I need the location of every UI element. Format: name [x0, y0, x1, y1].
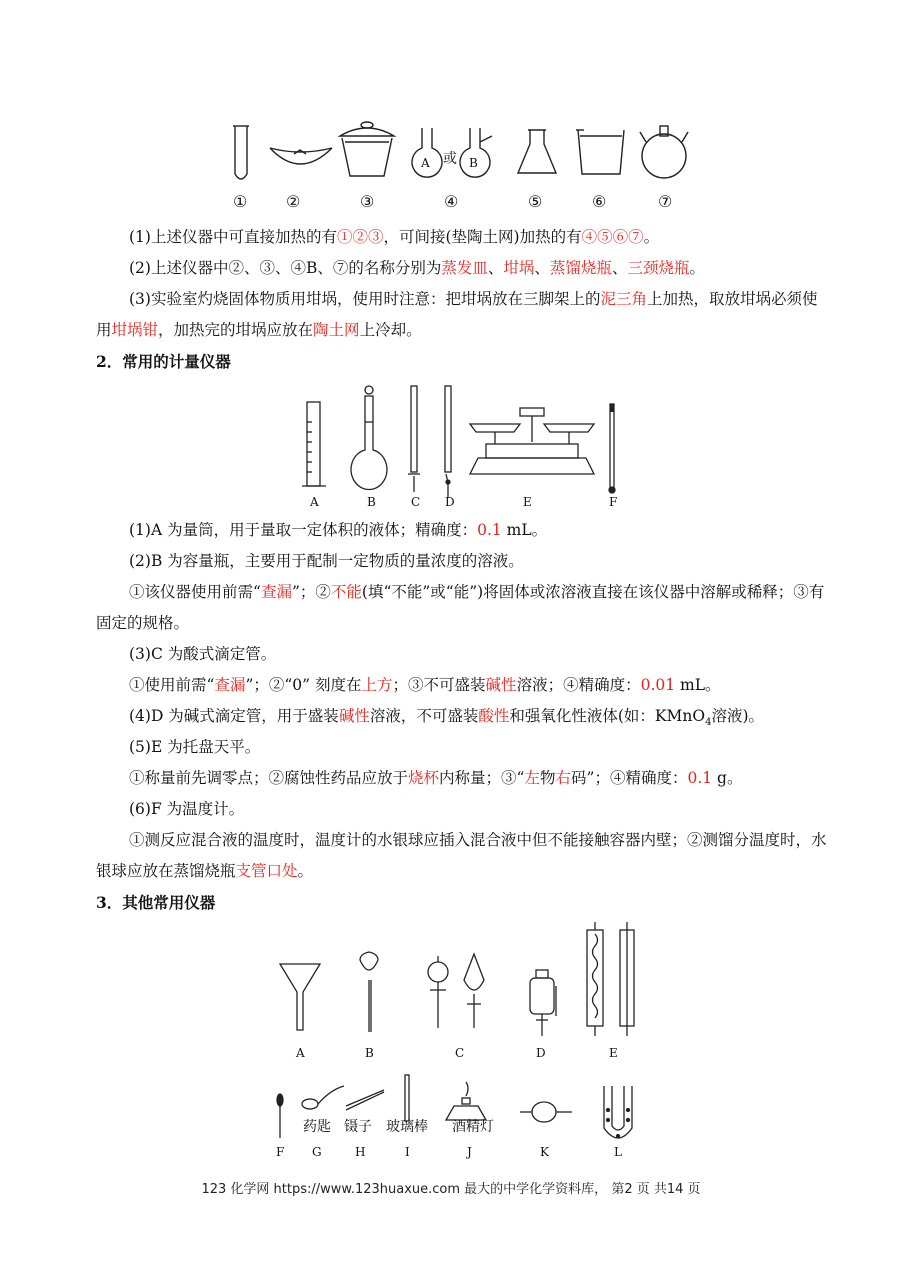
figure3-label: H [355, 1145, 366, 1159]
paragraph: (4)D 为碱式滴定管，用于盛装碱性溶液，不可盛装酸性和强氧化性液体(如：KMnO$_4$溶液)。 [129, 707, 764, 729]
paragraph: (5)E 为托盘天平。 [129, 738, 261, 756]
paragraph: (1)A 为量筒，用于量取一定体积的液体；精确度：0.1 mL。 [129, 521, 548, 539]
glass-rod-icon [405, 1075, 409, 1121]
volumetric-flask-icon [351, 386, 387, 489]
paragraph: ①该仪器使用前需“查漏”；②不能(填“不能”或“能”)将固体或浓溶液直接在该仪器中溶解或稀释；③有固定的规格。 [96, 583, 825, 632]
answer: 碱性 [338, 707, 370, 725]
figure2-label: F [609, 495, 618, 509]
figure3-label: I [405, 1145, 410, 1159]
figure3-name: 酒精灯 [452, 1119, 494, 1135]
figure-other-apparatus [0, 920, 902, 1170]
figure3-label: L [614, 1145, 622, 1159]
three-neck-flask-icon [640, 126, 688, 178]
evaporating-dish-icon [270, 148, 332, 164]
answer: ①②③ [336, 228, 384, 246]
answer: 查漏 [260, 583, 292, 601]
answer: 0.01 [640, 676, 676, 694]
paragraph: (6)F 为温度计。 [129, 800, 245, 818]
answer: 烧杯 [408, 769, 440, 787]
figure2-label: D [445, 495, 455, 509]
figure3-label: J [467, 1145, 472, 1159]
platform-balance-icon [470, 408, 594, 474]
graduated-cylinder-icon [302, 402, 326, 486]
funnel-icon [280, 964, 320, 1030]
answer: 酸性 [478, 707, 510, 725]
figure1-label: ④ [444, 192, 459, 211]
answer: 陶土网 [313, 321, 360, 339]
figure3-label: B [365, 1046, 374, 1060]
paragraph: (2)B 为容量瓶，主要用于配制一定物质的量浓度的溶液。 [129, 552, 524, 570]
test-tube-icon [233, 126, 249, 179]
answer: 坩埚 [503, 259, 535, 277]
answer: 不能 [330, 583, 362, 601]
figure3-label: A [296, 1046, 305, 1060]
thermometer-icon [609, 404, 615, 493]
paragraph: ①称量前先调零点；②腐蚀性药品应放于烧杯内称量；③“左物右码”；④精确度：0.1 g。 [129, 769, 743, 787]
figure2-label: C [411, 495, 421, 509]
or-label: 或 [443, 151, 457, 167]
medicine-spoon-icon [302, 1086, 344, 1109]
u-tube-icon [604, 1086, 632, 1138]
flask-b-label: B [469, 156, 478, 170]
answer: 0.1 [477, 521, 502, 539]
figure2-label: E [523, 495, 532, 509]
section-heading: 2．常用的计量仪器 [96, 352, 231, 371]
paragraph: (1)上述仪器中可直接加热的有①②③，可间接(垫陶土网)加热的有④⑤⑥⑦。 [129, 228, 660, 246]
answer: 右 [555, 769, 572, 787]
alcohol-lamp-icon [446, 1082, 486, 1120]
figure1-label: ⑦ [658, 192, 673, 211]
page-footer: 123 化学网 https://www.123huaxue.com 最大的中学化学资料库， 第2 页 共14 页 [201, 1182, 701, 1197]
condenser-icon [587, 922, 634, 1036]
dropper-icon [277, 1094, 283, 1138]
answer: 泥三角 [600, 290, 647, 308]
flask-a-label: A [421, 156, 430, 170]
answer: 上方 [361, 676, 393, 694]
paragraph: (3)C 为酸式滴定管。 [129, 645, 277, 663]
answer: 支管口处 [235, 862, 298, 880]
figure3-label: G [312, 1145, 322, 1159]
conical-flask-icon [518, 130, 556, 173]
answer: 左 [524, 769, 540, 787]
answer: 碱性 [485, 676, 517, 694]
answer: 蒸发皿 [441, 259, 488, 277]
figure1-label: ① [233, 192, 248, 211]
figure-heating-apparatus [0, 118, 902, 218]
figure3-label: C [455, 1046, 465, 1060]
figure1-label: ⑤ [528, 192, 543, 211]
figure3-name: 玻璃棒 [386, 1119, 428, 1135]
paragraph: ①测反应混合液的温度时，温度计的水银球应插入混合液中但不能接触容器内壁；②测馏分温度时，水银球应放在蒸馏烧瓶支管口处。 [96, 831, 827, 880]
figure1-label: ③ [360, 192, 375, 211]
drying-tube-icon [520, 1102, 572, 1122]
figure3-label: F [276, 1145, 285, 1159]
answer: ④⑤⑥⑦ [581, 228, 644, 246]
figure2-label: A [310, 495, 319, 509]
long-stem-funnel-icon [360, 952, 378, 1032]
tweezers-icon [346, 1090, 384, 1110]
answer: 蒸馏烧瓶 [549, 259, 612, 277]
constant-pressure-funnel-icon [530, 970, 556, 1036]
paragraph: (3)实验室灼烧固体物质用坩埚，使用时注意：把坩埚放在三脚架上的泥三角上加热，取放坩埚必须使用坩埚钳，加热完的坩埚应放在陶土网上冷却。 [96, 290, 818, 339]
figure3-label: K [540, 1145, 549, 1159]
figure1-label: ⑥ [592, 192, 607, 211]
answer: 查漏 [214, 676, 246, 694]
answer: 0.1 [687, 769, 713, 787]
figure3-name: 镊子 [344, 1119, 372, 1135]
crucible-icon [340, 122, 394, 176]
figure-measuring-instruments [0, 382, 902, 512]
figure3-label: E [609, 1046, 618, 1060]
paragraph: ①使用前需“查漏”；②“0” 刻度在上方；③不可盛装碱性溶液；④精确度：0.01 mL。 [129, 676, 721, 694]
base-burette-icon [445, 386, 451, 498]
figure2-label: B [367, 495, 376, 509]
figure3-name: 药匙 [303, 1119, 331, 1135]
separatory-funnel-icon [428, 954, 484, 1028]
figure1-label: ② [286, 192, 301, 211]
figure3-label: D [536, 1046, 546, 1060]
answer: 坩埚钳 [111, 321, 159, 339]
beaker-icon [576, 130, 624, 174]
acid-burette-icon [408, 386, 420, 492]
answer: 三颈烧瓶 [627, 259, 690, 277]
paragraph: (2)上述仪器中②、③、④B、⑦的名称分别为蒸发皿、坩埚、蒸馏烧瓶、三颈烧瓶。 [129, 259, 705, 277]
section-heading: 3．其他常用仪器 [96, 893, 216, 912]
